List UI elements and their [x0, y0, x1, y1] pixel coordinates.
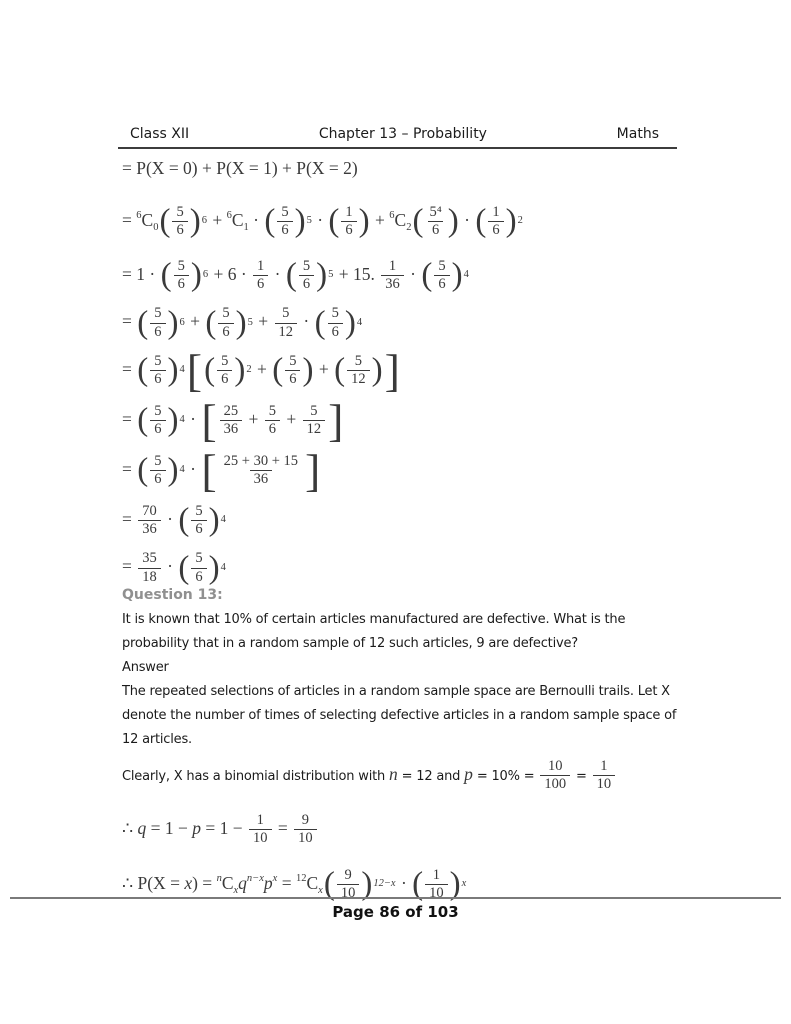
math-text: + — [185, 311, 205, 332]
denominator: 6 — [172, 221, 187, 240]
parenthesized-fraction — [334, 353, 383, 389]
numerator: 1 — [256, 811, 264, 828]
question-text — [122, 608, 676, 656]
denominator: 6 — [299, 275, 314, 294]
numerator: 5 — [154, 402, 162, 419]
subscript: 0 — [153, 222, 159, 233]
superscript: 12 — [295, 873, 307, 884]
math-text: = — [122, 508, 137, 529]
paren-close: ) — [208, 502, 220, 539]
denominator: 12 — [303, 420, 326, 439]
parenthesized-fraction — [324, 863, 396, 906]
denominator: 10 — [249, 829, 272, 848]
equation-line — [122, 300, 524, 343]
parenthesized-fraction — [286, 255, 334, 296]
paren-close: ) — [505, 203, 517, 240]
math-text: = 1 − — [146, 818, 193, 838]
denominator: 6 — [428, 221, 443, 240]
numerator: 5 — [154, 352, 162, 369]
superscript: x — [272, 873, 278, 884]
question-line: It is known that 10% of certain articles manufactured are defective. What is the — [122, 612, 626, 627]
fraction — [172, 204, 187, 240]
header-subject-label: Maths — [616, 126, 659, 142]
math-variable: q — [238, 873, 247, 893]
numerator: 5 — [195, 502, 203, 519]
parenthesized-fraction — [178, 500, 226, 541]
parenthesized-fraction — [328, 204, 369, 240]
parenthesized-fraction — [205, 303, 253, 344]
denominator: 6 — [341, 221, 356, 240]
numerator: 5 — [221, 352, 229, 369]
fraction — [220, 453, 302, 489]
numerator: 5 — [154, 452, 162, 469]
math-text: · — [312, 210, 328, 230]
math-text: C — [141, 210, 154, 230]
equation-line — [122, 806, 617, 850]
math-text: · — [248, 210, 264, 230]
denominator: 6 — [265, 420, 280, 439]
paren-close: ) — [371, 352, 383, 389]
exponent: 2 — [246, 364, 252, 376]
numerator: 9 — [301, 811, 310, 828]
parenthesized-fraction — [412, 204, 458, 240]
parenthesized-fraction — [137, 450, 185, 491]
numerator: 25 — [223, 402, 239, 419]
denominator: 6 — [150, 470, 165, 489]
parenthesized-fraction — [412, 863, 466, 906]
math-text: C — [231, 210, 244, 230]
exponent: 4 — [220, 561, 226, 573]
fraction — [277, 204, 292, 240]
fraction — [138, 503, 161, 539]
numerator: 5 — [310, 402, 318, 419]
math-text: = — [572, 769, 591, 784]
math-variable: x — [184, 873, 193, 893]
paren-close: ) — [447, 203, 459, 240]
question-line: probability that in a random sample of 12 such articles, 9 are defective? — [122, 636, 578, 651]
math-text: Clearly, X has a binomial distribution with — [122, 769, 389, 784]
equation-line — [122, 154, 524, 182]
math-text: C — [394, 210, 407, 230]
math-text: = 1 − — [201, 818, 248, 838]
math-text: · — [185, 458, 201, 479]
exponent: 2 — [517, 215, 523, 227]
fraction — [425, 204, 445, 240]
paren-open: ( — [205, 304, 217, 341]
math-variable: n — [389, 764, 398, 784]
math-variable: p — [464, 764, 473, 784]
exponent: 6 — [179, 316, 185, 328]
exponent: 5 — [247, 316, 253, 328]
answer-line: 12 articles. — [122, 732, 192, 747]
math-text: · — [162, 556, 178, 577]
numerator: 5 — [222, 305, 230, 322]
page-header — [118, 126, 677, 149]
fraction — [434, 258, 449, 294]
equation-line — [122, 752, 617, 799]
denominator: 10 — [337, 884, 360, 903]
math-text: = — [277, 873, 296, 893]
numerator: 5 — [281, 203, 289, 220]
fraction — [488, 204, 503, 240]
bracket-close: ] — [328, 394, 344, 446]
numerator: 5 — [354, 352, 362, 369]
math-text: = — [122, 311, 137, 332]
denominator: 6 — [285, 370, 300, 389]
denominator: 36 — [220, 420, 243, 439]
bracket-open: [ — [201, 394, 217, 446]
numerator: 1 — [432, 866, 441, 883]
exponent: 4 — [220, 514, 226, 526]
equation-line — [122, 253, 524, 296]
fraction — [381, 258, 404, 294]
math-text: + — [244, 408, 263, 429]
paren-close: ) — [358, 203, 370, 240]
denominator: 6 — [218, 323, 233, 342]
paren-open: ( — [314, 304, 326, 341]
fraction — [218, 305, 233, 341]
math-text: + — [253, 311, 273, 332]
paren-open: ( — [264, 203, 276, 240]
numerator: 5 — [176, 203, 184, 220]
exponent: 12−x — [373, 878, 396, 890]
answer-line: The repeated selections of articles in a random sample space are Bernoulli trails. Let X — [122, 684, 670, 699]
denominator: 6 — [217, 370, 232, 389]
fraction — [299, 258, 314, 294]
paren-open: ( — [137, 352, 149, 389]
math-text: + 6 · — [209, 264, 252, 284]
equation-line — [122, 498, 524, 541]
answer-heading: Answer — [122, 660, 169, 675]
fraction — [249, 812, 272, 848]
numerator: 1 — [388, 257, 397, 274]
parenthesized-fraction — [159, 201, 207, 242]
exponent: 5 — [306, 215, 312, 227]
math-text: C — [306, 873, 319, 893]
math-text: · — [459, 210, 475, 230]
math-text: = P(X = 0) + P(X = 1) + P(X = 2) — [122, 158, 358, 178]
numerator: 5 — [177, 257, 185, 274]
solution-equations — [122, 752, 617, 920]
exponent: 4 — [356, 316, 363, 328]
bracket-close: ] — [305, 444, 321, 496]
numerator: 70 — [142, 502, 157, 519]
parenthesized-fraction — [315, 303, 363, 344]
numerator: 35 — [142, 550, 157, 567]
numerator: 9 — [344, 866, 352, 883]
fraction — [303, 403, 326, 439]
question-section — [122, 582, 676, 752]
numerator: 5 — [268, 402, 277, 419]
math-text: + — [314, 358, 334, 379]
fraction — [191, 503, 206, 539]
math-variable: q — [137, 818, 147, 838]
paren-open: ( — [475, 203, 487, 240]
paren-open: ( — [412, 866, 424, 903]
numerator: 1 — [345, 203, 353, 220]
denominator: 6 — [191, 520, 206, 539]
math-text: = 1 · — [122, 264, 160, 284]
numerator: 5 — [331, 305, 339, 322]
paren-open: ( — [323, 866, 335, 903]
numerator: 5 — [282, 305, 290, 322]
paren-close: ) — [294, 203, 306, 240]
denominator: 100 — [540, 775, 570, 794]
math-text: · — [185, 408, 201, 429]
exponent: 6 — [201, 215, 207, 227]
exponent: 4 — [179, 464, 185, 476]
paren-open: ( — [178, 549, 190, 586]
numerator: 1 — [257, 257, 265, 274]
denominator: 6 — [150, 420, 165, 439]
paren-close: ) — [235, 304, 247, 341]
parenthesized-fraction — [137, 400, 185, 441]
exponent: x — [461, 878, 467, 890]
paren-open: ( — [412, 203, 424, 240]
superscript: n — [216, 873, 222, 884]
math-text: = — [273, 818, 293, 838]
parenthesized-fraction — [272, 353, 313, 389]
exponent: 6 — [202, 269, 209, 281]
parenthesized-fraction — [161, 255, 209, 296]
math-text: = 12 and — [397, 769, 465, 784]
question-heading: Question 13: — [122, 587, 223, 603]
math-text: C — [221, 873, 234, 893]
paren-open: ( — [160, 257, 172, 294]
denominator: 6 — [328, 323, 343, 342]
paren-close: ) — [344, 304, 356, 341]
parenthesized-fraction — [204, 350, 252, 391]
math-text: · — [405, 264, 421, 284]
math-text: + 15. — [334, 264, 380, 284]
math-text: + — [282, 408, 301, 429]
exponent: 4 — [179, 414, 185, 426]
subscript: x — [318, 885, 323, 896]
paren-open: ( — [204, 352, 216, 389]
superscript: 6 — [389, 210, 395, 221]
math-text: · — [299, 311, 314, 332]
fraction — [328, 305, 343, 341]
paren-open: ( — [285, 257, 297, 294]
numerator: 5 — [302, 257, 311, 274]
denominator: 6 — [434, 275, 449, 294]
numerator: 5 — [154, 305, 162, 322]
fraction — [294, 812, 317, 848]
paren-close: ) — [316, 257, 328, 294]
math-text: = — [122, 458, 137, 479]
paren-open: ( — [334, 352, 346, 389]
paren-close: ) — [167, 452, 179, 489]
math-variable: p — [263, 873, 273, 893]
parenthesized-fraction — [137, 303, 185, 344]
footer-divider — [10, 897, 781, 899]
denominator: 36 — [250, 470, 273, 489]
math-text: = — [122, 556, 137, 577]
denominator: 6 — [253, 275, 268, 294]
subscript: 2 — [406, 222, 412, 233]
math-text: · — [396, 873, 412, 893]
fraction — [217, 353, 232, 389]
parenthesized-fraction — [421, 255, 469, 296]
paren-open: ( — [137, 402, 149, 439]
fraction — [540, 758, 570, 794]
fraction — [174, 258, 189, 294]
denominator: 12 — [275, 323, 298, 342]
numerator: 1 — [492, 203, 500, 220]
numerator: 5 — [438, 257, 446, 274]
paren-close: ) — [451, 257, 463, 294]
fraction — [150, 353, 165, 389]
paren-close: ) — [234, 352, 246, 389]
math-text: + — [370, 210, 390, 230]
exponent: 4 — [463, 269, 469, 281]
numerator: 10 — [547, 757, 563, 774]
math-text: ) = — [192, 873, 217, 893]
math-text: · — [162, 508, 178, 529]
paren-close: ) — [449, 866, 461, 903]
paren-close: ) — [167, 352, 179, 389]
denominator: 36 — [381, 275, 404, 294]
paren-close: ) — [302, 352, 314, 389]
fraction — [150, 403, 165, 439]
exponent: 5 — [328, 269, 334, 281]
parenthesized-fraction — [264, 201, 312, 242]
equation-line — [122, 195, 524, 249]
header-class-label: Class XII — [130, 126, 190, 142]
derivation-equations — [122, 154, 524, 593]
paren-close: ) — [189, 203, 201, 240]
denominator: 10 — [593, 775, 616, 794]
superscript: 6 — [226, 210, 232, 221]
fraction — [253, 258, 268, 294]
math-text: = — [122, 408, 137, 429]
denominator: 6 — [150, 323, 165, 342]
denominator: 6 — [191, 568, 206, 587]
subscript: 1 — [243, 222, 249, 233]
equation-line — [122, 444, 524, 496]
fraction — [220, 403, 243, 439]
math-text: = — [122, 358, 137, 379]
math-text: + — [252, 358, 272, 379]
equation-line — [122, 344, 524, 396]
math-text: ∴ P(X = — [122, 873, 185, 893]
paren-close: ) — [361, 866, 373, 903]
paren-open: ( — [137, 304, 149, 341]
fraction — [341, 204, 356, 240]
superscript: 6 — [136, 210, 142, 221]
parenthesized-fraction — [137, 350, 185, 391]
parenthesized-fraction — [475, 201, 523, 242]
paren-open: ( — [421, 257, 433, 294]
paren-close: ) — [167, 402, 179, 439]
numerator: 25 + 30 + 15 — [223, 452, 299, 469]
denominator: 6 — [174, 275, 189, 294]
math-text: · — [270, 264, 285, 284]
denominator: 12 — [347, 370, 370, 389]
fraction — [593, 758, 616, 794]
math-text: = 10% = — [472, 769, 539, 784]
math-text: + — [207, 210, 227, 230]
denominator: 10 — [294, 829, 317, 848]
bracket-open: [ — [186, 344, 203, 396]
fraction — [150, 305, 165, 341]
denominator: 36 — [138, 520, 161, 539]
denominator: 18 — [138, 568, 161, 587]
page-number: Page 86 of 103 — [332, 903, 459, 921]
math-text: = — [122, 210, 137, 230]
numerator: 5 — [289, 352, 297, 369]
paren-open: ( — [328, 203, 340, 240]
fraction — [275, 305, 298, 341]
numerator: 5⁴ — [429, 203, 442, 220]
denominator: 10 — [425, 884, 448, 903]
paren-open: ( — [272, 352, 284, 389]
answer-text — [122, 680, 676, 752]
bracket-open: [ — [201, 444, 217, 496]
exponent: 4 — [179, 364, 185, 376]
denominator: 6 — [488, 221, 503, 240]
numerator: 1 — [600, 757, 608, 774]
superscript: n−x — [246, 873, 264, 884]
fraction — [347, 353, 370, 389]
fraction — [265, 403, 280, 439]
denominator: 6 — [150, 370, 165, 389]
paren-open: ( — [159, 203, 171, 240]
answer-line: denote the number of times of selecting defective articles in a random sample space of — [122, 708, 677, 723]
fraction — [150, 453, 165, 489]
denominator: 6 — [277, 221, 292, 240]
paren-close: ) — [208, 549, 220, 586]
paren-close: ) — [167, 304, 179, 341]
paren-close: ) — [190, 257, 202, 294]
math-text: ∴ — [122, 818, 138, 838]
paren-open: ( — [137, 452, 149, 489]
equation-line — [122, 394, 524, 446]
paren-open: ( — [178, 502, 190, 539]
fraction — [285, 353, 300, 389]
bracket-close: ] — [384, 344, 400, 396]
header-chapter-title: Chapter 13 – Probability — [318, 126, 487, 142]
subscript: x — [233, 885, 239, 896]
numerator: 5 — [195, 550, 203, 567]
math-variable: p — [192, 818, 202, 838]
